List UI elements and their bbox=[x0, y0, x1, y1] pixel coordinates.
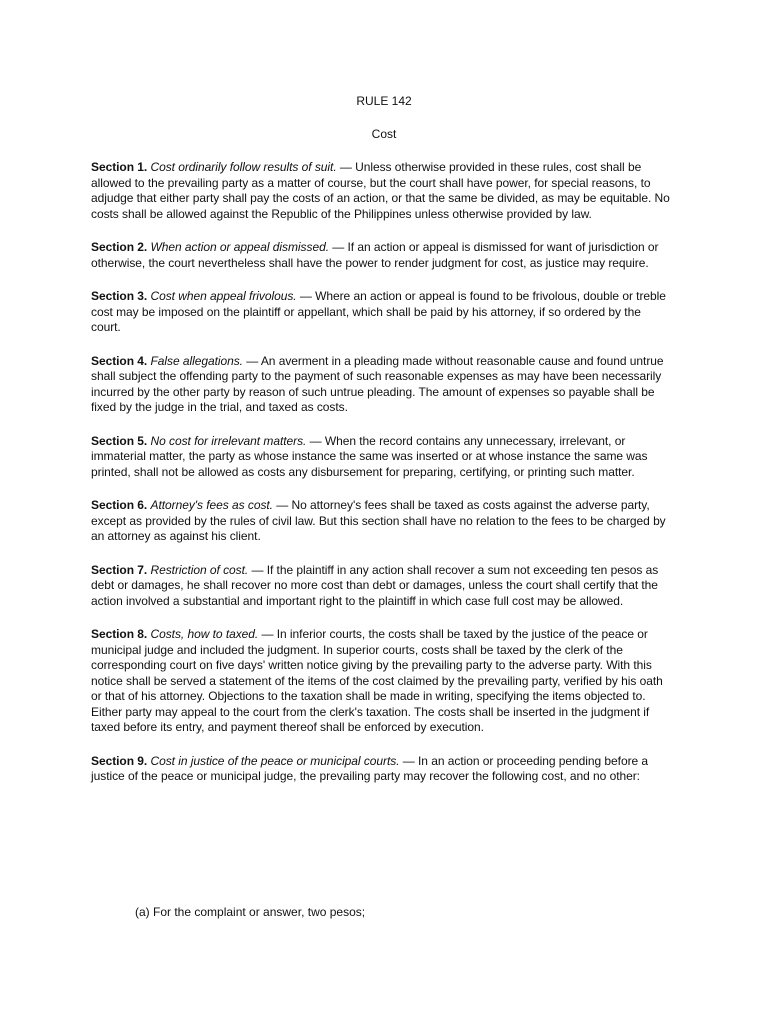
section-body: — In an action or proceeding pending before a justice of the peace or municipal judge, the prevailing party may recover the following cost, and no other: bbox=[91, 753, 649, 783]
section-8 bbox=[91, 627, 673, 736]
section-3 bbox=[91, 289, 673, 336]
section-7 bbox=[91, 563, 673, 610]
section-body: — Where an action or appeal is found to be frivolous, double or treble cost may be imposed on the plaintiff or appellant, which shall be paid by his attorney, if so ordered by the court. bbox=[91, 289, 666, 334]
section-label: Section 9. bbox=[91, 753, 148, 768]
section-body: — If the plaintiff in any action shall recover a sum not exceeding ten pesos as debt or damages, he shall recover no more cost than debt or damages, unless the court shall certify that the action involved a substantial and important right to the plaintiff in which case full cost may be allowed. bbox=[91, 562, 659, 608]
section-body: — When the record contains any unnecessary, irrelevant, or immaterial matter, the party as whose instance the same was inserted or at whose instance the same was printed, shall not be allowed as costs any disbursement for preparing, certifying, or printing such matter. bbox=[91, 433, 648, 479]
section-title: Restriction of cost. bbox=[150, 562, 249, 577]
section-label: Section 2. bbox=[91, 240, 148, 254]
section-label: Section 7. bbox=[91, 562, 148, 577]
rule-subtitle: Cost bbox=[371, 127, 397, 141]
section-title: Cost ordinarily follow results of suit. bbox=[150, 160, 337, 174]
section-body: — An averment in a pleading made without reasonable cause and found untrue shall subject the offending party to the payment of such reasonable expenses as may have been necessarily incurred by the other party by reason of such untrue pleading. The amount of expenses so payable shall be fixed by the judge in the trial, and taxed as costs. bbox=[91, 353, 664, 414]
section-body: — No attorney's fees shall be taxed as costs against the adverse party, except as provided by the rules of civil law. But this section shall have no relation to the fees to be charged by an attorney as against his client. bbox=[91, 498, 666, 543]
section-2 bbox=[91, 240, 673, 271]
section-6 bbox=[91, 498, 673, 545]
section-label: Section 1. bbox=[91, 160, 148, 174]
section-title: False allegations. bbox=[150, 353, 243, 368]
section-title: Cost in justice of the peace or municipal courts. bbox=[150, 753, 400, 768]
section-label: Section 3. bbox=[91, 289, 148, 303]
sections-container bbox=[91, 160, 673, 803]
section-5 bbox=[91, 434, 673, 481]
section-label: Section 4. bbox=[91, 353, 148, 368]
section-title: Cost when appeal frivolous. bbox=[150, 289, 297, 303]
section-title: Costs, how to taxed. bbox=[150, 627, 259, 641]
section-body: — If an action or appeal is dismissed for want of jurisdiction or otherwise, the court nevertheless shall have the power to render judgment for cost, as justice may require. bbox=[91, 240, 659, 270]
section-1 bbox=[91, 160, 673, 222]
rule-title: RULE 142 bbox=[356, 94, 412, 108]
section-title: Attorney's fees as cost. bbox=[150, 498, 273, 512]
section-label: Section 5. bbox=[91, 433, 148, 448]
section-4 bbox=[91, 354, 673, 416]
section-body: — Unless otherwise provided in these rules, cost shall be allowed to the prevailing party as a matter of course, but the court shall have power, for special reasons, to adjudge that either party shall pay the costs of an action, or that the same be divided, as may be equitable. No costs shall be allowed against the Republic of the Philippines unless otherwise provided by law. bbox=[91, 160, 670, 221]
section-label: Section 8. bbox=[91, 627, 148, 641]
list-item: (a) For the complaint or answer, two pesos; bbox=[135, 905, 366, 919]
section-title: When action or appeal dismissed. bbox=[150, 240, 329, 254]
section-label: Section 6. bbox=[91, 498, 148, 512]
section-body: — In inferior courts, the costs shall be taxed by the justice of the peace or municipal judge and included the judgment. In superior courts, costs shall be taxed by the clerk of the corresponding court on five days' written notice giving by the prevailing party to the adverse party. With this notice shall be served a statement of the items of the cost claimed by the prevailing party, verified by his oath or that of his attorney. Objections to the taxation shall be made in writing, specifying the items objected to. Either party may appeal to the court from the clerk's taxation. The costs shall be inserted in the judgment if taxed before its entry, and payment thereof shall be enforced by execution. bbox=[91, 627, 663, 734]
section-title: No cost for irrelevant matters. bbox=[150, 433, 307, 448]
section-9 bbox=[91, 754, 673, 785]
